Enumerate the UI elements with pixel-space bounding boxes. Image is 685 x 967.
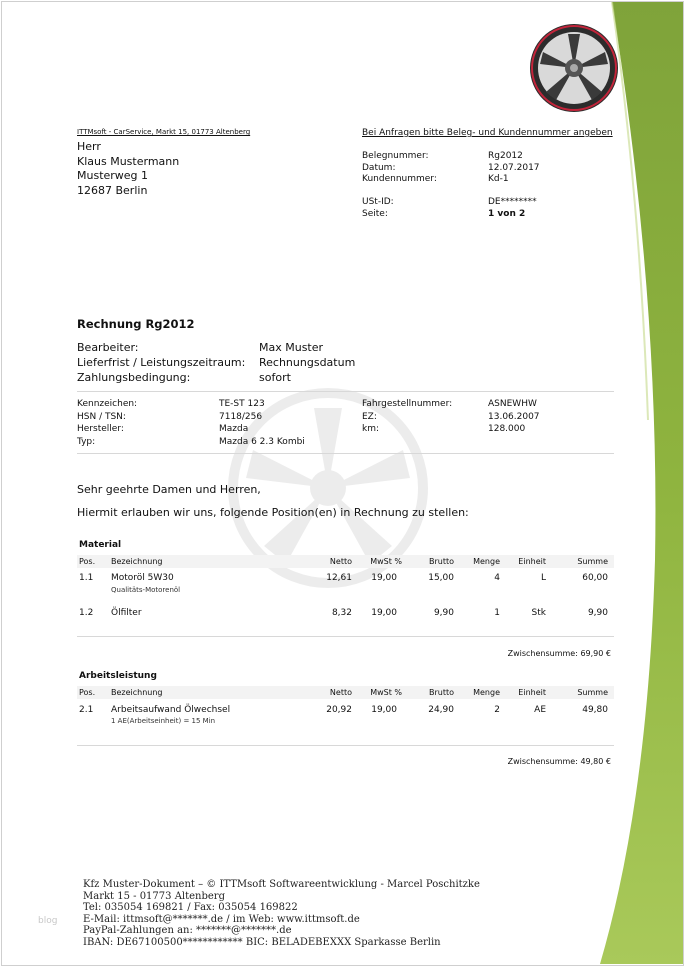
divider: [77, 453, 614, 454]
col-header-netto: Netto: [329, 557, 352, 566]
kennzeichen-value: TE-ST 123: [219, 399, 265, 409]
col-header-mwst: MwSt %: [370, 688, 402, 697]
lieferfrist-value: Rechnungsdatum: [259, 356, 356, 369]
km-value: 128.000: [488, 424, 526, 434]
term-label: Zahlungsbedingung:: [77, 371, 191, 384]
footer-line: Markt 15 - 01773 Altenberg: [83, 890, 225, 902]
bearbeiter-value: Max Muster: [259, 341, 324, 354]
typ-value: Mazda 6 2.3 Kombi: [219, 436, 305, 447]
col-header-pos: Pos.: [79, 688, 96, 697]
col-header-pos: Pos.: [79, 557, 96, 566]
sender-line: ITTMsoft - CarService, Markt 15, 01773 Altenberg: [77, 128, 251, 136]
subtotal-arbeitsleistung: Zwischensumme: 49,80 €: [507, 757, 611, 766]
zahlungsbedingung-value: sofort: [259, 371, 291, 384]
rim-logo-image: [528, 22, 620, 114]
row-summe: 9,90: [587, 608, 608, 618]
ez-value: 13.06.2007: [488, 411, 540, 422]
recipient-salutation: Herr: [77, 140, 101, 153]
belegnummer-value: Rg2012: [488, 151, 523, 161]
row-brutto: 9,90: [433, 608, 454, 618]
seite-value: 1 von 2: [488, 208, 526, 219]
hsn-tsn-value: 7118/256: [219, 411, 263, 422]
col-header-bezeichnung: Bezeichnung: [111, 557, 163, 566]
terms-values: [259, 340, 355, 385]
row-einheit: AE: [534, 705, 546, 715]
row-menge: 4: [494, 573, 500, 583]
meta-values: [488, 151, 540, 186]
vehicle-label: HSN / TSN:: [77, 411, 126, 422]
divider: [77, 745, 614, 746]
vehicle-label: Hersteller:: [77, 424, 124, 434]
row-einheit: Stk: [531, 608, 546, 618]
footer-line: Kfz Muster-Dokument – © ITTMsoft Softwareentwicklung - Marcel Poschitzke: [83, 879, 480, 890]
vehicle-label: km:: [362, 424, 380, 434]
meta-label: Datum:: [362, 162, 396, 173]
row-summe: 60,00: [582, 573, 608, 583]
row-mwst: 19,00: [371, 608, 397, 618]
vehicle-label: Fahrgestellnummer:: [362, 399, 453, 409]
divider: [77, 636, 614, 637]
vehicle-left-values: [219, 398, 305, 448]
footer-line: E-Mail: ittmsoft@*******.de / im Web: www.ittmsoft.de: [83, 913, 360, 925]
recipient-address: [77, 140, 179, 198]
row-netto: 20,92: [326, 705, 352, 715]
inquiry-note: Bei Anfragen bitte Beleg- und Kundennummer angeben: [362, 128, 613, 138]
vehicle-label: EZ:: [362, 411, 377, 422]
footer-line: PayPal-Zahlungen an: *******@*******.de: [83, 925, 292, 936]
meta-label: Belegnummer:: [362, 151, 429, 161]
row-netto: 12,61: [326, 573, 352, 583]
row-sub-description: Qualitäts-Motorenöl: [111, 586, 181, 594]
intro-text: Hiermit erlauben wir uns, folgende Position(en) in Rechnung zu stellen:: [77, 506, 469, 519]
vehicle-right-values: [488, 398, 540, 436]
meta-label: Kundennummer:: [362, 174, 437, 184]
vehicle-right-labels: [362, 398, 452, 436]
term-label: Bearbeiter:: [77, 341, 139, 354]
recipient-city: 12687 Berlin: [77, 183, 148, 197]
row-brutto: 15,00: [428, 573, 454, 583]
row-pos: 2.1: [79, 705, 94, 715]
row-sub-description: 1 AE(Arbeitseinheit) = 15 Min: [111, 717, 216, 725]
col-header-einheit: Einheit: [518, 557, 546, 566]
col-header-summe: Summe: [577, 688, 608, 697]
row-summe: 49,80: [582, 705, 608, 715]
col-header-menge: Menge: [473, 557, 500, 566]
ust-seite-labels: [362, 197, 394, 220]
section-title-arbeitsleistung: Arbeitsleistung: [79, 671, 157, 681]
col-header-einheit: Einheit: [518, 688, 546, 697]
row-pos: 1.2: [79, 608, 94, 618]
col-header-netto: Netto: [329, 688, 352, 697]
col-header-menge: Menge: [473, 688, 500, 697]
footer-line: Tel: 035054 169821 / Fax: 035054 169822: [83, 902, 298, 913]
terms-labels: [77, 340, 245, 385]
col-header-mwst: MwSt %: [370, 557, 402, 566]
col-header-summe: Summe: [577, 557, 608, 566]
vehicle-left-labels: [77, 398, 137, 448]
ust-seite-values: [488, 197, 537, 220]
section-title-material: Material: [79, 540, 122, 550]
row-menge: 2: [494, 705, 500, 715]
row-description: Ölfilter: [111, 608, 142, 618]
vehicle-label: Typ:: [77, 436, 96, 447]
hersteller-value: Mazda: [219, 424, 249, 434]
footer-line: IBAN: DE67100500************ BIC: BELADEBEXXX Sparkasse Berlin: [83, 936, 441, 948]
fahrgestellnummer-value: ASNEWHW: [488, 399, 537, 409]
ust-label: USt-ID:: [362, 197, 394, 207]
kundennummer-value: Kd-1: [488, 174, 509, 184]
recipient-street: Musterweg 1: [77, 169, 149, 182]
vehicle-label: Kennzeichen:: [77, 399, 138, 409]
row-description: Motoröl 5W30: [111, 573, 174, 583]
term-label: Lieferfrist / Leistungszeitraum:: [77, 356, 246, 369]
row-netto: 8,32: [331, 608, 352, 618]
invoice-title: Rechnung Rg2012: [77, 317, 195, 331]
row-mwst: 19,00: [371, 573, 397, 583]
seite-label: Seite:: [362, 208, 388, 219]
footer: [83, 879, 480, 948]
greeting: Sehr geehrte Damen und Herren,: [77, 483, 261, 496]
row-brutto: 24,90: [428, 705, 454, 715]
col-header-bezeichnung: Bezeichnung: [111, 688, 163, 697]
datum-value: 12.07.2017: [488, 162, 540, 173]
row-description: Arbeitsaufwand Ölwechsel: [111, 705, 231, 715]
ust-value: DE********: [488, 197, 537, 207]
divider: [77, 391, 614, 392]
recipient-name: Klaus Mustermann: [77, 154, 180, 168]
meta-labels: [362, 151, 437, 186]
row-menge: 1: [494, 608, 500, 618]
subtotal-material: Zwischensumme: 69,90 €: [507, 649, 611, 658]
watermark-text: blog: [38, 916, 58, 926]
row-mwst: 19,00: [371, 705, 397, 715]
col-header-brutto: Brutto: [428, 557, 454, 566]
col-header-brutto: Brutto: [428, 688, 454, 697]
row-pos: 1.1: [79, 573, 94, 583]
row-einheit: L: [540, 573, 546, 583]
